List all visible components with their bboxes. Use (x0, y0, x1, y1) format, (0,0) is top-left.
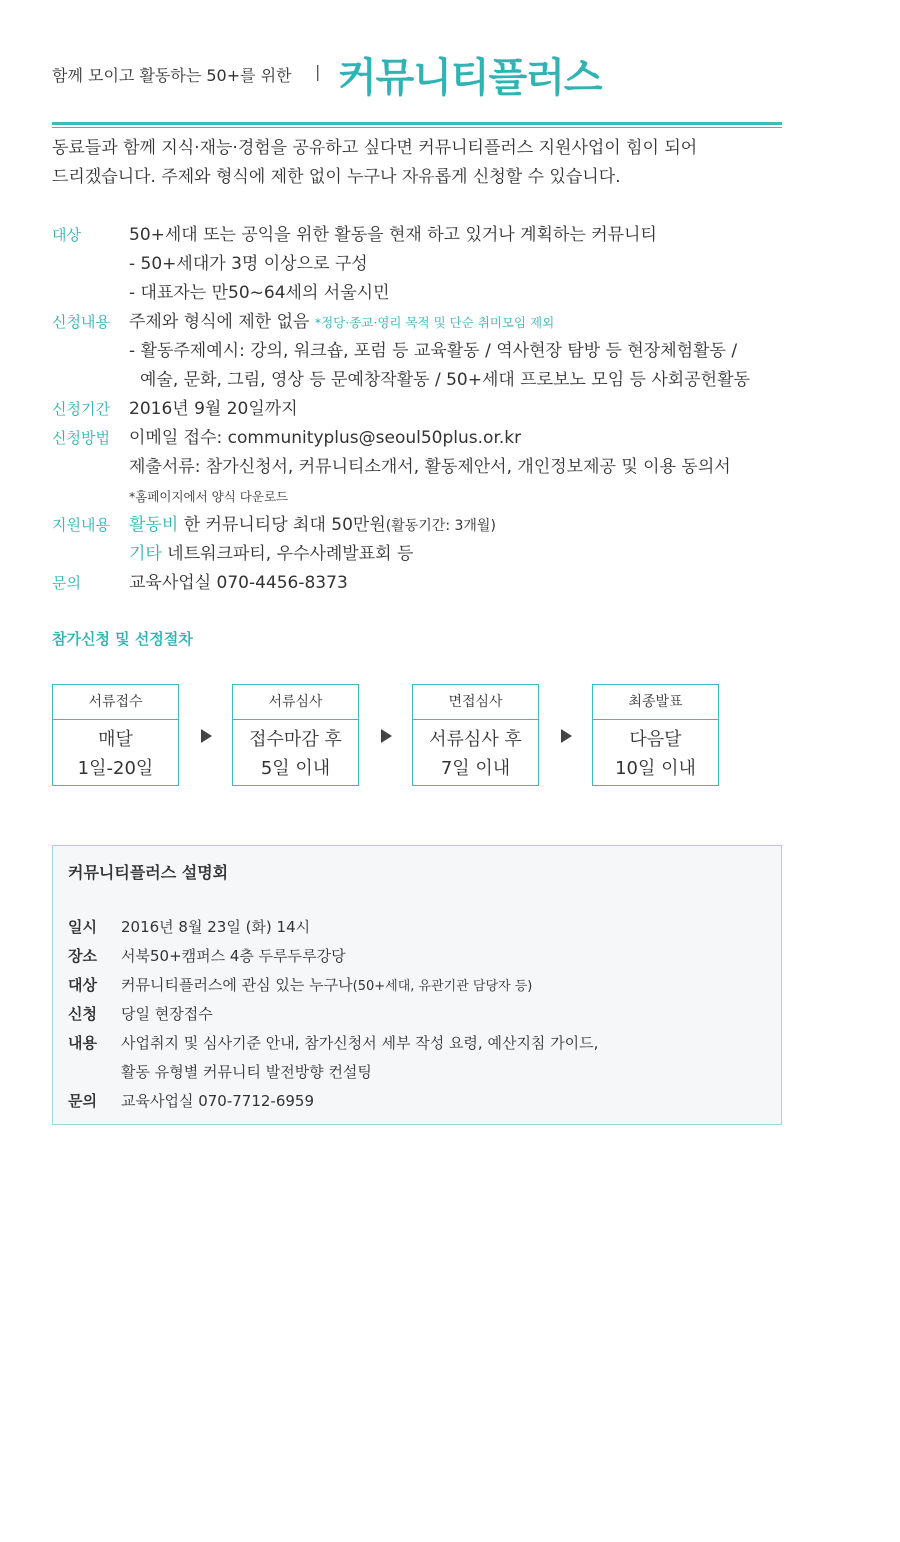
process-step (52, 684, 179, 786)
support-etc-value: 네트워크파티, 우수사례발표회 등 (167, 544, 414, 564)
session-contact-label: 문의 (68, 1092, 97, 1110)
info-row-content-3 (52, 366, 782, 395)
info-section (52, 221, 782, 598)
step-line: 5일 이내 (260, 758, 331, 779)
header-tagline: 함께 모이고 활동하는 50+를 위한 (52, 66, 292, 85)
info-row-method (52, 424, 782, 453)
method-label: 신청방법 (52, 429, 110, 447)
step-head: 면접심사 (413, 685, 538, 720)
header (52, 46, 782, 102)
period-label: 신청기간 (52, 400, 110, 418)
support-etc-wrap (129, 540, 413, 569)
info-row-period (52, 395, 782, 424)
contact-label: 문의 (52, 574, 81, 592)
process-step (412, 684, 539, 786)
info-row-content-2 (52, 337, 782, 366)
session-content: 활동 유형별 커뮤니티 발전방향 컨설팅 (121, 1063, 372, 1081)
session-place-label: 장소 (68, 947, 97, 965)
step-body (413, 720, 538, 783)
info-row-target-3 (52, 279, 782, 308)
contact-value: 교육사업실 070-4456-8373 (129, 573, 348, 593)
content-example: 예술, 문화, 그림, 영상 등 문예창작활동 / 50+세대 프로보노 모임 등 사회공헌활동 (140, 370, 750, 390)
content-example: - 활동주제예시: 강의, 워크숍, 포럼 등 교육활동 / 역사현장 탐방 등 현장체험활동 / (129, 341, 738, 361)
content-value: 주제와 형식에 제한 없음 (129, 312, 310, 332)
step-line: 서류심사 후 (429, 729, 522, 750)
session-target-label: 대상 (68, 976, 97, 994)
step-body (53, 720, 178, 783)
info-row-target (52, 221, 782, 250)
session-row-content-2 (68, 1058, 768, 1087)
target-value: 50+세대 또는 공익을 위한 활동을 현재 하고 있거나 계획하는 커뮤니티 (129, 225, 657, 245)
arrow-right-icon (381, 729, 392, 743)
step-line: 매달 (98, 729, 133, 750)
info-row-method-2 (52, 453, 782, 482)
session-target-detail: (50+세대, 유관기관 담당자 등) (352, 979, 533, 994)
process-step (592, 684, 719, 786)
session-place: 서북50+캠퍼스 4층 두루두루강당 (121, 947, 346, 965)
step-head: 서류접수 (53, 685, 178, 720)
content-value-wrap (129, 308, 554, 337)
target-detail: - 50+세대가 3명 이상으로 구성 (129, 254, 368, 274)
session-apply-label: 신청 (68, 1005, 97, 1023)
period-value: 2016년 9월 20일까지 (129, 399, 298, 419)
step-body (233, 720, 358, 783)
step-line: 7일 이내 (440, 758, 511, 779)
session-apply: 당일 현장접수 (121, 1005, 213, 1023)
step-line: 접수마감 후 (249, 729, 342, 750)
info-row-contact (52, 569, 782, 598)
session-row-place (68, 942, 768, 971)
step-head: 서류심사 (233, 685, 358, 720)
support-value-wrap (129, 511, 496, 541)
step-line: 다음달 (629, 729, 682, 750)
support-etc-key: 기타 (129, 544, 162, 564)
session-target-wrap (121, 971, 532, 1001)
session-date-label: 일시 (68, 918, 97, 936)
session-content-label: 내용 (68, 1034, 97, 1052)
intro-line: 동료들과 함께 지식·재능·경험을 공유하고 싶다면 커뮤니티플러스 지원사업이 힘이 되어 (52, 138, 698, 158)
session-contact: 교육사업실 070-7712-6959 (121, 1092, 315, 1110)
info-session-box (52, 845, 782, 1125)
content-label: 신청내용 (52, 313, 110, 331)
info-row-support-2 (52, 540, 782, 569)
process-step (232, 684, 359, 786)
session-rows (68, 913, 768, 1116)
step-line: 1일-20일 (77, 758, 154, 779)
info-row-target-2 (52, 250, 782, 279)
step-body (593, 720, 718, 783)
intro-line: 드리겠습니다. 주제와 형식에 제한 없이 누구나 자유롭게 신청할 수 있습니다. (52, 167, 621, 187)
arrow-right-icon (561, 729, 572, 743)
method-email: 이메일 접수: communityplus@seoul50plus.or.kr (129, 428, 522, 448)
session-row-contact (68, 1087, 768, 1116)
support-value: 한 커뮤니티당 최대 50만원 (183, 515, 386, 535)
session-target: 커뮤니티플러스에 관심 있는 누구나 (121, 976, 353, 994)
brand-title: 커뮤니티플러스 (338, 55, 602, 101)
session-date: 2016년 8월 23일 (화) 14시 (121, 918, 311, 936)
session-row-content (68, 1029, 768, 1058)
session-row-apply (68, 1000, 768, 1029)
support-label: 지원내용 (52, 516, 110, 534)
intro-text (52, 134, 782, 192)
target-detail: - 대표자는 만50~64세의 서울시민 (129, 283, 390, 303)
step-line: 10일 이내 (615, 758, 696, 779)
session-title: 커뮤니티플러스 설명회 (68, 863, 229, 882)
info-row-content (52, 308, 782, 337)
support-period: (활동기간: 3개월) (385, 518, 496, 534)
content-note: *정당·종교·영리 목적 및 단순 취미모임 제외 (314, 315, 555, 330)
arrow-right-icon (201, 729, 212, 743)
session-row-target (68, 971, 768, 1000)
process-steps (52, 684, 782, 788)
step-head: 최종발표 (593, 685, 718, 720)
process-title: 참가신청 및 선정절차 (52, 630, 193, 648)
header-rule-thin (52, 127, 782, 128)
session-row-date (68, 913, 768, 942)
target-label: 대상 (52, 226, 81, 244)
header-separator: | (315, 62, 321, 81)
method-note: *홈페이지에서 양식 다운로드 (129, 489, 289, 504)
header-rule (52, 122, 782, 125)
session-content: 사업취지 및 심사기준 안내, 참가신청서 세부 작성 요령, 예산지침 가이드, (121, 1034, 599, 1052)
method-documents: 제출서류: 참가신청서, 커뮤니티소개서, 활동제안서, 개인정보제공 및 이용 동의서 (129, 457, 731, 477)
info-row-support (52, 511, 782, 540)
info-row-method-3 (52, 482, 782, 511)
support-key: 활동비 (129, 515, 179, 535)
